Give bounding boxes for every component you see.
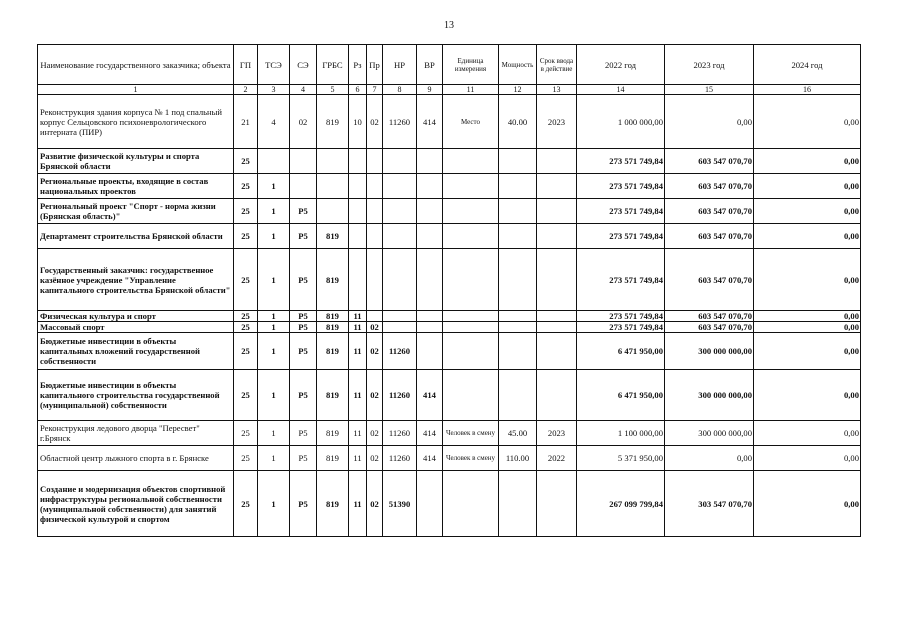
cell-rz: 11: [349, 370, 367, 421]
cell-year-2024: 0,00: [754, 370, 861, 421]
cell-grbs: 819: [317, 95, 349, 149]
cell-pr: [367, 149, 383, 174]
cell-grbs: 819: [317, 311, 349, 322]
column-index: 13: [537, 85, 577, 95]
cell-gp: 25: [234, 421, 258, 446]
cell-capacity: 110.00: [499, 446, 537, 471]
cell-tse: 1: [258, 174, 290, 199]
table-row: [38, 311, 861, 322]
cell-capacity: [499, 249, 537, 311]
cell-grbs: [317, 174, 349, 199]
cell-vr: 414: [417, 446, 443, 471]
cell-year-2024: 0,00: [754, 224, 861, 249]
cell-nr: [383, 322, 417, 333]
column-index: 12: [499, 85, 537, 95]
cell-year-2023: 0,00: [665, 95, 754, 149]
cell-capacity: [499, 311, 537, 322]
cell-pr: 02: [367, 446, 383, 471]
column-index: 7: [367, 85, 383, 95]
cell-unit: [443, 224, 499, 249]
cell-vr: [417, 149, 443, 174]
cell-name: Областной центр лыжного спорта в г. Брянске: [38, 446, 234, 471]
cell-name: Бюджетные инвестиции в объекты капитальных вложений государственной собственности: [38, 333, 234, 370]
cell-nr: [383, 149, 417, 174]
cell-grbs: 819: [317, 370, 349, 421]
cell-capacity: [499, 333, 537, 370]
cell-se: [290, 174, 317, 199]
cell-se: P5: [290, 421, 317, 446]
table-row: [38, 199, 861, 224]
cell-unit: [443, 311, 499, 322]
cell-unit: [443, 199, 499, 224]
cell-gp: 25: [234, 311, 258, 322]
cell-rz: 11: [349, 311, 367, 322]
cell-rz: [349, 249, 367, 311]
cell-pr: 02: [367, 471, 383, 537]
cell-year-2023: 0,00: [665, 446, 754, 471]
header-grbs: ГРБС: [317, 45, 349, 85]
cell-year-2024: 0,00: [754, 333, 861, 370]
cell-vr: [417, 199, 443, 224]
cell-commission-date: [537, 249, 577, 311]
cell-year-2024: 0,00: [754, 446, 861, 471]
cell-se: [290, 149, 317, 174]
cell-gp: 25: [234, 224, 258, 249]
cell-year-2023: 300 000 000,00: [665, 421, 754, 446]
cell-year-2022: 273 571 749,84: [577, 149, 665, 174]
cell-grbs: 819: [317, 446, 349, 471]
cell-year-2023: 603 547 070,70: [665, 224, 754, 249]
cell-gp: 25: [234, 174, 258, 199]
table-row: [38, 149, 861, 174]
cell-commission-date: [537, 174, 577, 199]
cell-name: Государственный заказчик: государственное казённое учреждение "Управление капитального строительства Брянской области": [38, 249, 234, 311]
table-row: [38, 446, 861, 471]
cell-capacity: [499, 199, 537, 224]
cell-capacity: [499, 370, 537, 421]
cell-pr: [367, 224, 383, 249]
cell-year-2024: 0,00: [754, 249, 861, 311]
cell-year-2024: 0,00: [754, 95, 861, 149]
cell-grbs: [317, 149, 349, 174]
cell-pr: 02: [367, 95, 383, 149]
cell-pr: 02: [367, 370, 383, 421]
cell-year-2023: 300 000 000,00: [665, 370, 754, 421]
cell-commission-date: 2022: [537, 446, 577, 471]
cell-nr: 11260: [383, 95, 417, 149]
table-body: [38, 95, 861, 537]
cell-name: Реконструкция здания корпуса № 1 под спальный корпус Сельцовского психоневрологического интерната (ПИР): [38, 95, 234, 149]
cell-year-2024: 0,00: [754, 322, 861, 333]
cell-name: Бюджетные инвестиции в объекты капитального строительства государственной (муниципальной) собственности: [38, 370, 234, 421]
cell-nr: [383, 199, 417, 224]
cell-nr: [383, 311, 417, 322]
cell-tse: 1: [258, 311, 290, 322]
cell-year-2022: 273 571 749,84: [577, 174, 665, 199]
cell-name: Реконструкция ледового дворца "Пересвет" г.Брянск: [38, 421, 234, 446]
cell-name: Развитие физической культуры и спорта Брянской области: [38, 149, 234, 174]
header-unit: Единица измерения: [443, 45, 499, 85]
cell-gp: 25: [234, 199, 258, 224]
cell-tse: 1: [258, 370, 290, 421]
column-index: 5: [317, 85, 349, 95]
cell-year-2022: 1 000 000,00: [577, 95, 665, 149]
cell-grbs: 819: [317, 333, 349, 370]
cell-tse: 4: [258, 95, 290, 149]
cell-rz: 11: [349, 446, 367, 471]
cell-pr: [367, 311, 383, 322]
header-tse: ТСЭ: [258, 45, 290, 85]
cell-rz: [349, 149, 367, 174]
cell-pr: 02: [367, 421, 383, 446]
cell-year-2022: 6 471 950,00: [577, 370, 665, 421]
cell-name: Региональные проекты, входящие в состав национальных проектов: [38, 174, 234, 199]
cell-gp: 25: [234, 149, 258, 174]
cell-year-2023: 603 547 070,70: [665, 311, 754, 322]
cell-year-2022: 273 571 749,84: [577, 322, 665, 333]
header-se: СЭ: [290, 45, 317, 85]
cell-tse: 1: [258, 224, 290, 249]
cell-se: 02: [290, 95, 317, 149]
cell-capacity: 45.00: [499, 421, 537, 446]
header-capacity: Мощность: [499, 45, 537, 85]
cell-nr: [383, 249, 417, 311]
table-row: [38, 95, 861, 149]
cell-gp: 25: [234, 322, 258, 333]
cell-name: Региональный проект "Спорт - норма жизни (Брянская область)": [38, 199, 234, 224]
cell-se: P5: [290, 370, 317, 421]
cell-gp: 25: [234, 249, 258, 311]
cell-vr: [417, 333, 443, 370]
cell-year-2023: 303 547 070,70: [665, 471, 754, 537]
cell-unit: [443, 149, 499, 174]
header-commission-date: Срок ввода в действие: [537, 45, 577, 85]
cell-commission-date: [537, 224, 577, 249]
column-index: 15: [665, 85, 754, 95]
cell-year-2022: 273 571 749,84: [577, 199, 665, 224]
cell-capacity: [499, 471, 537, 537]
cell-year-2022: 273 571 749,84: [577, 224, 665, 249]
cell-se: P5: [290, 199, 317, 224]
cell-commission-date: 2023: [537, 95, 577, 149]
cell-commission-date: [537, 322, 577, 333]
cell-capacity: [499, 322, 537, 333]
cell-unit: [443, 471, 499, 537]
cell-gp: 21: [234, 95, 258, 149]
table-row: [38, 224, 861, 249]
table-row: [38, 249, 861, 311]
cell-capacity: [499, 224, 537, 249]
header-vr: ВР: [417, 45, 443, 85]
cell-tse: 1: [258, 199, 290, 224]
cell-pr: [367, 199, 383, 224]
cell-nr: 11260: [383, 446, 417, 471]
header-year-2022: 2022 год: [577, 45, 665, 85]
cell-tse: 1: [258, 333, 290, 370]
cell-vr: [417, 322, 443, 333]
cell-tse: 1: [258, 322, 290, 333]
cell-commission-date: [537, 471, 577, 537]
cell-capacity: [499, 174, 537, 199]
cell-vr: 414: [417, 370, 443, 421]
cell-commission-date: [537, 199, 577, 224]
cell-commission-date: 2023: [537, 421, 577, 446]
cell-name: Создание и модернизация объектов спортивной инфраструктуры региональной собственности (муниципальной собственности) для занятий физической культурой и спортом: [38, 471, 234, 537]
cell-unit: [443, 333, 499, 370]
cell-year-2022: 273 571 749,84: [577, 311, 665, 322]
cell-tse: [258, 149, 290, 174]
cell-name: Физическая культура и спорт: [38, 311, 234, 322]
column-index: 3: [258, 85, 290, 95]
budget-table: [37, 44, 861, 537]
cell-year-2022: 273 571 749,84: [577, 249, 665, 311]
cell-year-2023: 603 547 070,70: [665, 249, 754, 311]
header-nr: НР: [383, 45, 417, 85]
cell-unit: Человек в смену: [443, 421, 499, 446]
cell-rz: [349, 174, 367, 199]
table-row: [38, 471, 861, 537]
column-index: 11: [443, 85, 499, 95]
cell-se: P5: [290, 471, 317, 537]
column-index-row: [38, 85, 861, 95]
cell-tse: 1: [258, 471, 290, 537]
column-index: 2: [234, 85, 258, 95]
header-year-2024: 2024 год: [754, 45, 861, 85]
cell-year-2023: 300 000 000,00: [665, 333, 754, 370]
cell-gp: 25: [234, 370, 258, 421]
cell-year-2023: 603 547 070,70: [665, 174, 754, 199]
cell-commission-date: [537, 149, 577, 174]
cell-unit: Человек в смену: [443, 446, 499, 471]
cell-nr: [383, 174, 417, 199]
cell-rz: [349, 224, 367, 249]
cell-nr: [383, 224, 417, 249]
cell-year-2023: 603 547 070,70: [665, 322, 754, 333]
cell-rz: 11: [349, 333, 367, 370]
cell-name: Массовый спорт: [38, 322, 234, 333]
cell-year-2024: 0,00: [754, 471, 861, 537]
cell-capacity: [499, 149, 537, 174]
cell-se: P5: [290, 249, 317, 311]
table-row: [38, 421, 861, 446]
column-index: 14: [577, 85, 665, 95]
cell-grbs: [317, 199, 349, 224]
cell-year-2022: 267 099 799,84: [577, 471, 665, 537]
cell-rz: [349, 199, 367, 224]
cell-se: P5: [290, 333, 317, 370]
cell-year-2022: 6 471 950,00: [577, 333, 665, 370]
cell-nr: 11260: [383, 333, 417, 370]
cell-year-2022: 1 100 000,00: [577, 421, 665, 446]
cell-gp: 25: [234, 471, 258, 537]
header-pr: Пр: [367, 45, 383, 85]
cell-se: P5: [290, 446, 317, 471]
cell-grbs: 819: [317, 421, 349, 446]
table-row: [38, 322, 861, 333]
cell-se: P5: [290, 322, 317, 333]
column-index: 8: [383, 85, 417, 95]
cell-unit: [443, 249, 499, 311]
cell-year-2024: 0,00: [754, 421, 861, 446]
cell-commission-date: [537, 370, 577, 421]
cell-year-2023: 603 547 070,70: [665, 149, 754, 174]
cell-nr: 11260: [383, 421, 417, 446]
cell-pr: [367, 174, 383, 199]
cell-vr: 414: [417, 421, 443, 446]
cell-tse: 1: [258, 421, 290, 446]
cell-vr: [417, 471, 443, 537]
column-index: 16: [754, 85, 861, 95]
cell-capacity: 40.00: [499, 95, 537, 149]
cell-vr: [417, 311, 443, 322]
cell-vr: [417, 249, 443, 311]
column-index: 9: [417, 85, 443, 95]
cell-grbs: 819: [317, 249, 349, 311]
cell-commission-date: [537, 333, 577, 370]
header-name: Наименование государственного заказчика; объекта: [38, 45, 234, 85]
cell-name: Департамент строительства Брянской области: [38, 224, 234, 249]
cell-vr: [417, 174, 443, 199]
cell-grbs: 819: [317, 322, 349, 333]
cell-commission-date: [537, 311, 577, 322]
cell-unit: [443, 370, 499, 421]
cell-pr: [367, 249, 383, 311]
header-row: [38, 45, 861, 85]
column-index: 1: [38, 85, 234, 95]
cell-year-2024: 0,00: [754, 199, 861, 224]
cell-tse: 1: [258, 249, 290, 311]
cell-nr: 11260: [383, 370, 417, 421]
cell-unit: [443, 322, 499, 333]
cell-vr: [417, 224, 443, 249]
cell-grbs: 819: [317, 471, 349, 537]
cell-nr: 51390: [383, 471, 417, 537]
cell-se: P5: [290, 311, 317, 322]
cell-pr: 02: [367, 333, 383, 370]
cell-pr: 02: [367, 322, 383, 333]
column-index: 6: [349, 85, 367, 95]
cell-year-2023: 603 547 070,70: [665, 199, 754, 224]
header-year-2023: 2023 год: [665, 45, 754, 85]
table-row: [38, 333, 861, 370]
cell-gp: 25: [234, 446, 258, 471]
page-number: 13: [444, 20, 454, 31]
header-rz: Рз: [349, 45, 367, 85]
cell-se: P5: [290, 224, 317, 249]
cell-gp: 25: [234, 333, 258, 370]
column-index: 4: [290, 85, 317, 95]
cell-unit: Место: [443, 95, 499, 149]
cell-unit: [443, 174, 499, 199]
cell-year-2024: 0,00: [754, 149, 861, 174]
cell-rz: 11: [349, 421, 367, 446]
cell-tse: 1: [258, 446, 290, 471]
cell-vr: 414: [417, 95, 443, 149]
cell-year-2022: 5 371 950,00: [577, 446, 665, 471]
header-gp: ГП: [234, 45, 258, 85]
cell-year-2024: 0,00: [754, 174, 861, 199]
table-row: [38, 174, 861, 199]
cell-rz: 11: [349, 322, 367, 333]
table-row: [38, 370, 861, 421]
cell-rz: 10: [349, 95, 367, 149]
cell-year-2024: 0,00: [754, 311, 861, 322]
cell-rz: 11: [349, 471, 367, 537]
cell-grbs: 819: [317, 224, 349, 249]
